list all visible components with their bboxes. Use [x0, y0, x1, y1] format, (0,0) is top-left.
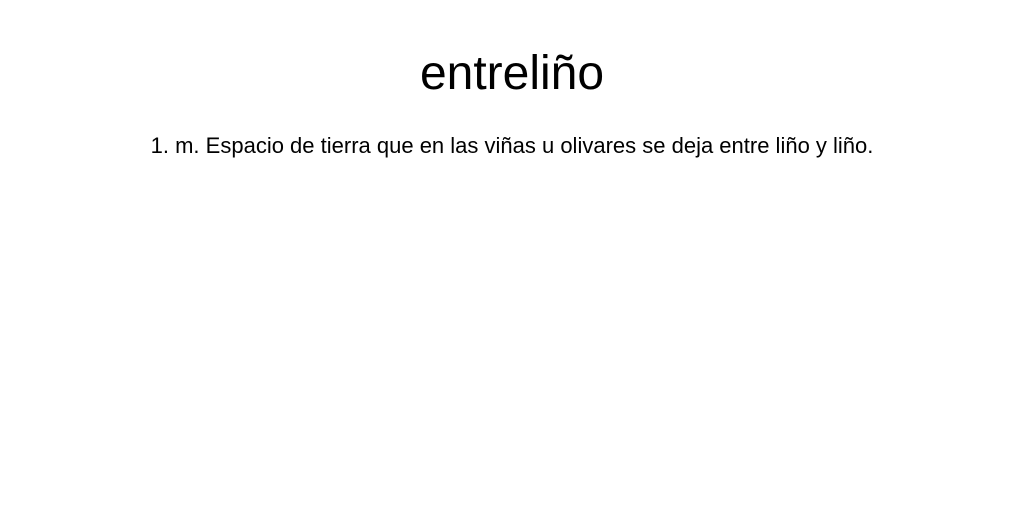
- definition-text: Espacio de tierra que en las viñas u olivares se deja entre liño y liño.: [205, 133, 874, 158]
- definition-1: [0, 131, 1024, 161]
- definition-category: m.: [175, 133, 200, 158]
- entry-word-title: entreliño: [419, 47, 605, 100]
- definition-number: 1.: [150, 133, 169, 158]
